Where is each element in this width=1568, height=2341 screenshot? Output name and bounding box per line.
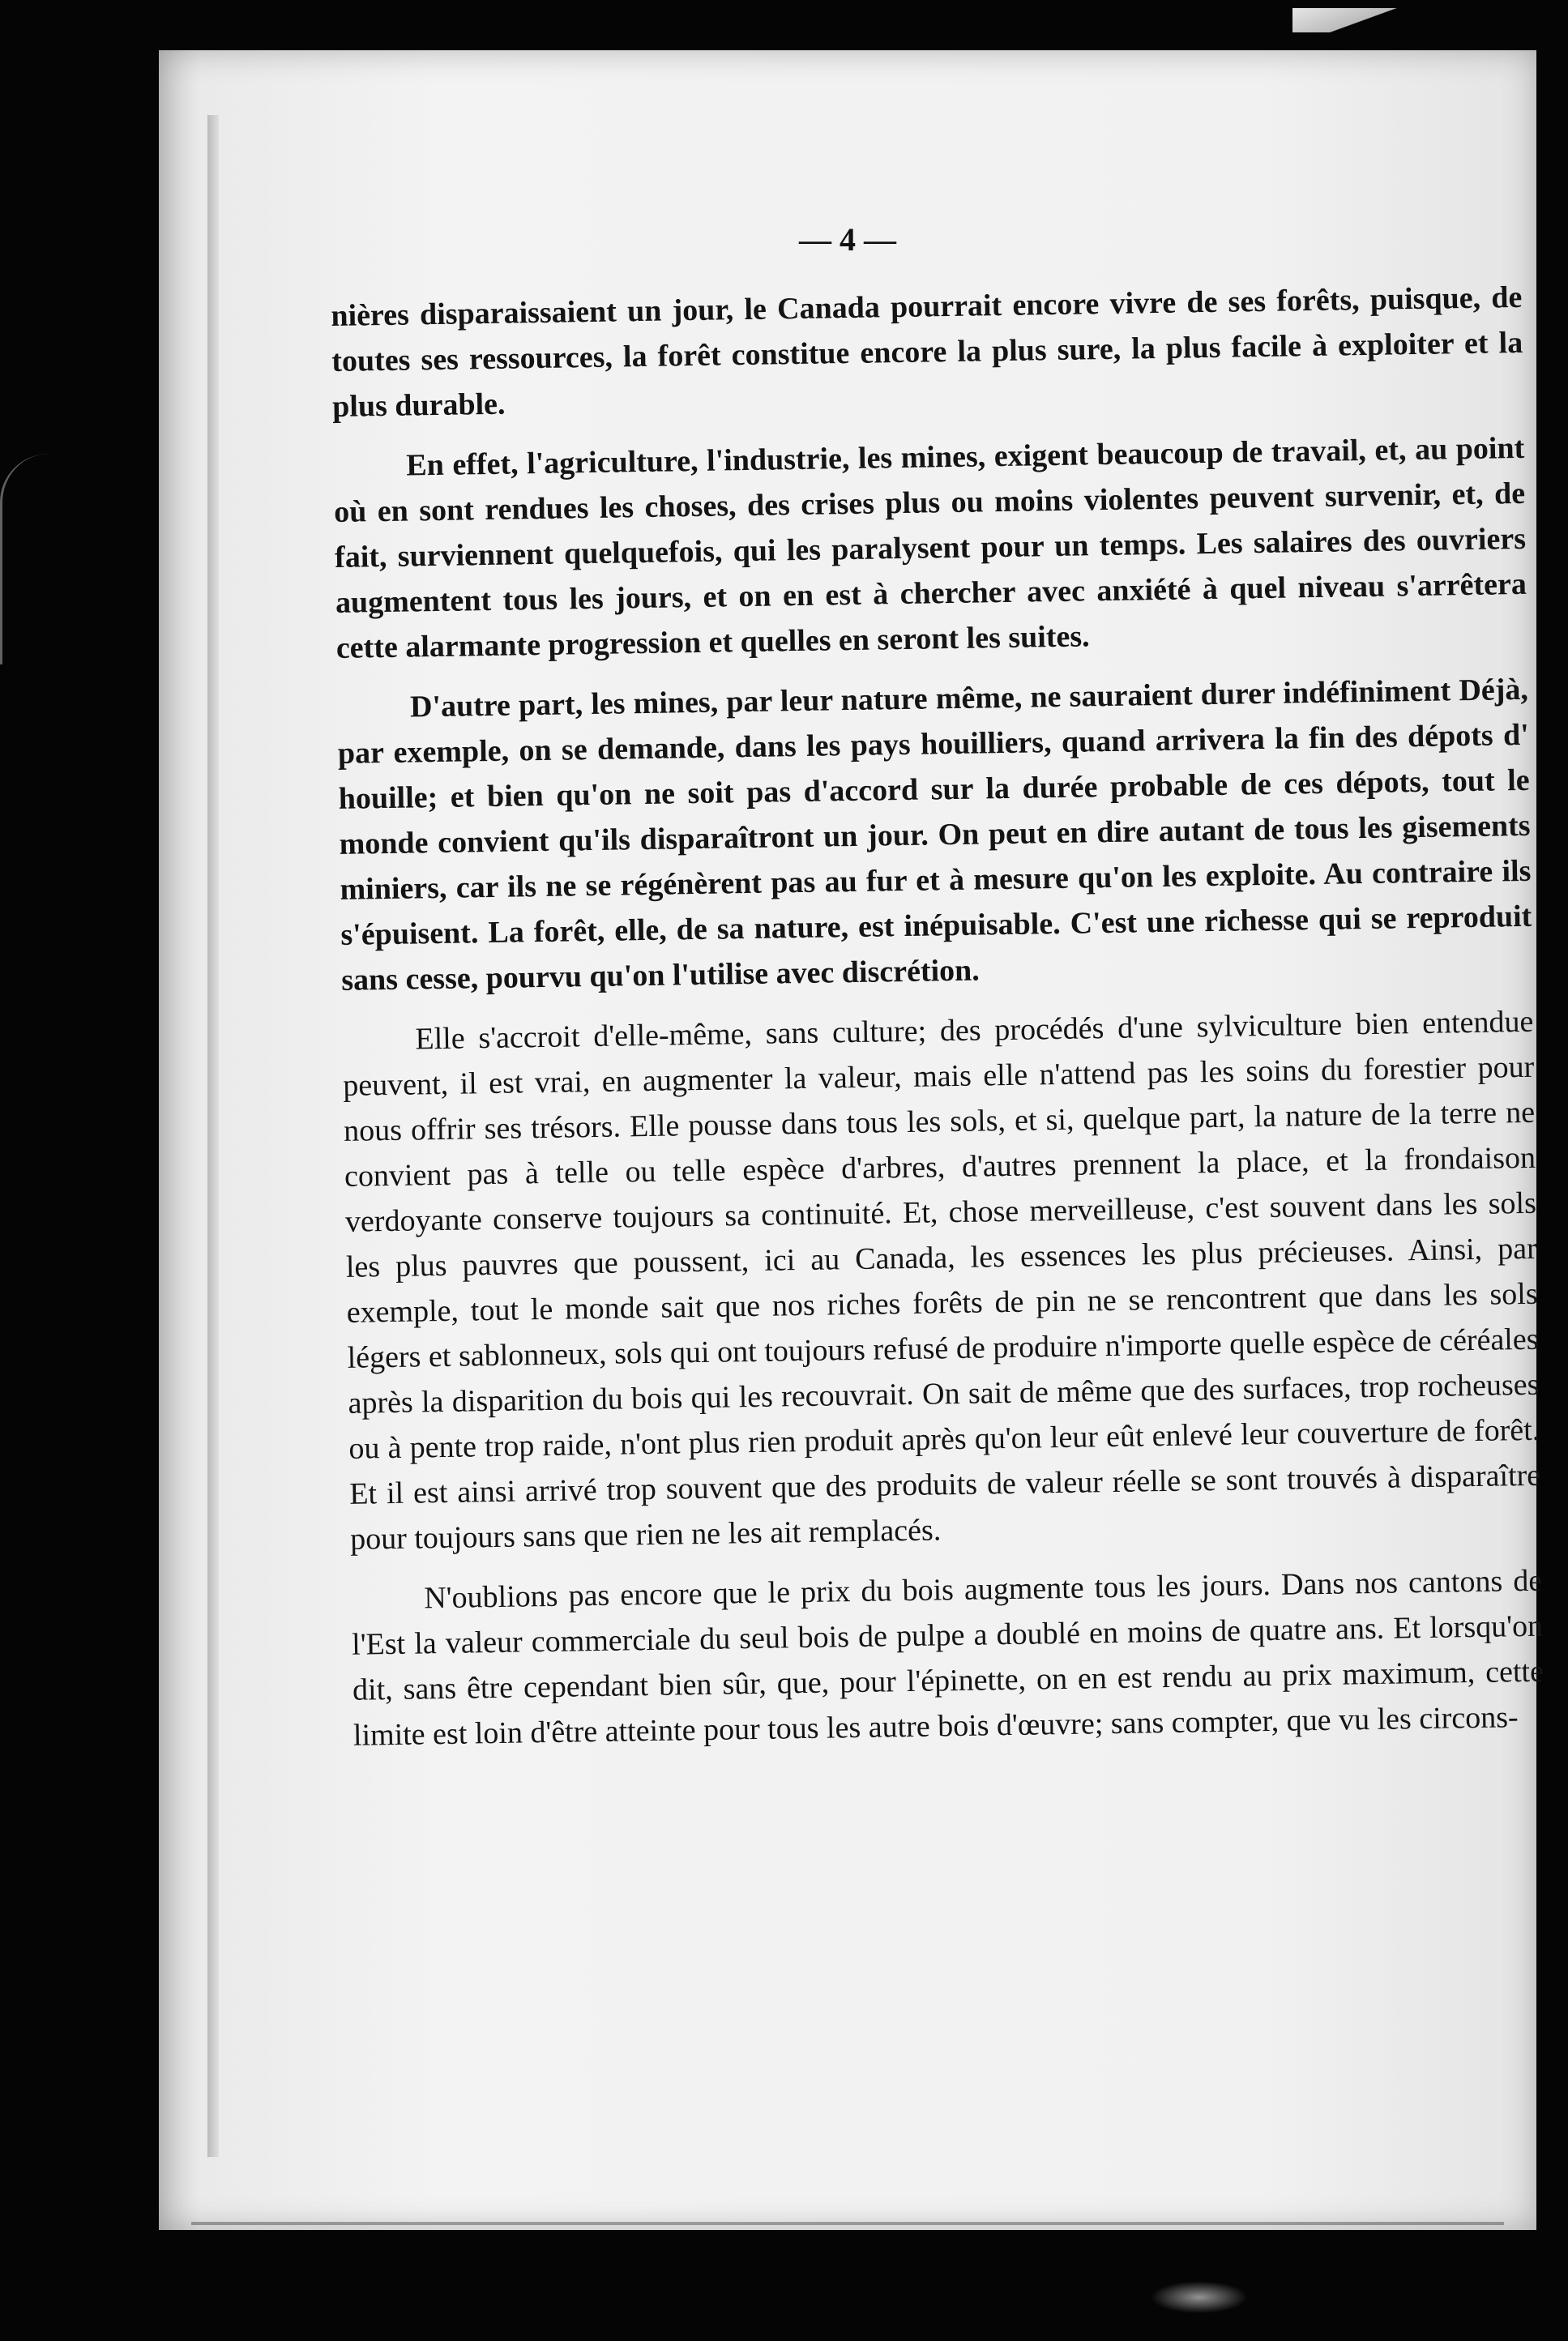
page-binding-shadow <box>207 115 219 2157</box>
paragraph-5: N'oublions pas encore que le prix du bois augmente tous les jours. Dans nos cantons de l'Est la valeur commerciale du seul bois de pulpe a doublé en moins de quatre ans. Et lorsqu'on dit, sans être cependant bien sûr, que, pour l'épinette, on en est rendu au prix maximum, cette limite est loin d'être atteinte pour tous les autre bois d'œuvre; sans compter, que vu les circons- <box>351 1563 1545 1753</box>
scan-artifact-bottom <box>1151 2281 1248 2313</box>
margin-mark <box>0 454 67 664</box>
paragraph-4: Elle s'accroit d'elle-même, sans culture; des procédés d'une sylviculture bien entendue peuvent, il est vrai, en augmenter la valeur, mais elle n'attend pas les soins du forestier pour nous offrir ses trésors. Elle pousse dans tous les sols, et si, quelque part, la nature de la terre ne convient pas à telle ou telle espèce d'arbres, d'autres prennent la place, et la frondaison verdoyante conserve toujours sa continuité. Et, chose merveilleuse, c'est souvent dans les sols les plus pauvres que poussent, ici au Canada, les essences les plus précieuses. Ainsi, par exemple, tout le monde sait que nos riches forêts de pin ne se rencontrent que dans les sols légers et sablonneux, sols qui ont toujours refusé de produire n'importe quelle espèce de céréales après la disparition du bois qui les recouvrait. On sait de même que des surfaces, trop rocheuses ou à pente trop raide, n'ont plus rien produit après qu'on leur eût enlevé leur couverture de forêt. Et il est ainsi arrivé trop souvent que des produits de valeur réelle se sont trouvés à disparaître pour toujours sans que rien ne les ait remplacés. <box>343 1004 1541 1557</box>
paragraph-2: En effet, l'agriculture, l'industrie, les mines, exigent beaucoup de travail, et, au point où en sont rendues les choses, des crises plus ou moins violentes peuvent survenir, et, de fait, surviennent quelquefois, qui les paralysent pour un temps. Les salaires des ouvriers augmentent tous les jours, et on en est à chercher avec anxiété à quel niveau s'arrêtera cette alarmante progression et quelles en seront les suites. <box>333 430 1527 665</box>
paragraph-1: nières disparaissaient un jour, le Canada pourrait encore vivre de ses forêts, puisque, de toutes ses ressources, la forêt constitue encore la plus sure, la plus facile à exploiter et la plus durable. <box>331 280 1523 424</box>
scan-artifact-top <box>1292 8 1398 32</box>
book-page <box>159 50 1545 2230</box>
page-bottom-edge <box>191 2222 1504 2225</box>
page-number: — 4 — <box>799 221 896 258</box>
paragraph-3: D'autre part, les mines, par leur nature même, ne sauraient durer indéfiniment Déjà, par exemple, on se demande, dans les pays houilliers, quand arrivera la fin des dépots d' houille; et bien qu'on ne soit pas d'accord sur la durée probable de ces dépots, tout le monde convient qu'ils disparaîtront un jour. On peut en dire autant de tous les gisements miniers, car ils ne se régénèrent pas au fur et à mesure qu'on les exploite. Au contraire ils s'épuisent. La forêt, elle, de sa nature, est inépuisable. C'est une richesse qui se reproduit sans cesse, pourvu qu'on l'utilise avec discrétion. <box>337 672 1532 997</box>
body-text <box>331 275 1545 1773</box>
